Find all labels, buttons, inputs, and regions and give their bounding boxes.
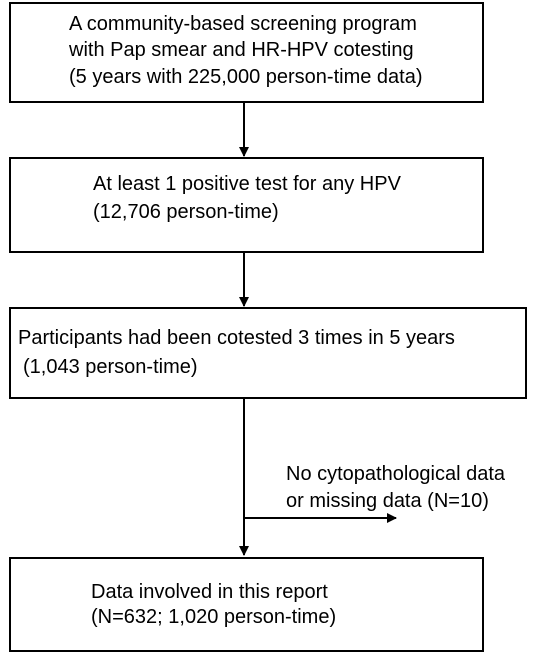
box2-line-1: At least 1 positive test for any HPV <box>93 173 401 195</box>
box1-line-2: with Pap smear and HR-HPV cotesting <box>69 39 414 61</box>
box4-line-1: Data involved in this report <box>91 581 328 603</box>
box2-line-2: (12,706 person-time) <box>93 201 279 223</box>
flow-box-positive-test <box>9 157 484 253</box>
flow-box-screening-program <box>9 2 484 103</box>
flow-box-final-data <box>9 557 484 652</box>
box1-line-3: (5 years with 225,000 person-time data) <box>69 66 423 88</box>
exclusion-line-2: or missing data (N=10) <box>286 490 489 512</box>
box4-line-2: (N=632; 1,020 person-time) <box>91 606 337 628</box>
box3-line-2: (1,043 person-time) <box>23 356 198 378</box>
flow-box-cotested <box>9 307 527 399</box>
exclusion-line-1: No cytopathological data <box>286 463 506 485</box>
box1-line-1: A community-based screening program <box>69 13 417 35</box>
box3-line-1: Participants had been cotested 3 times in 5 years <box>18 327 455 349</box>
